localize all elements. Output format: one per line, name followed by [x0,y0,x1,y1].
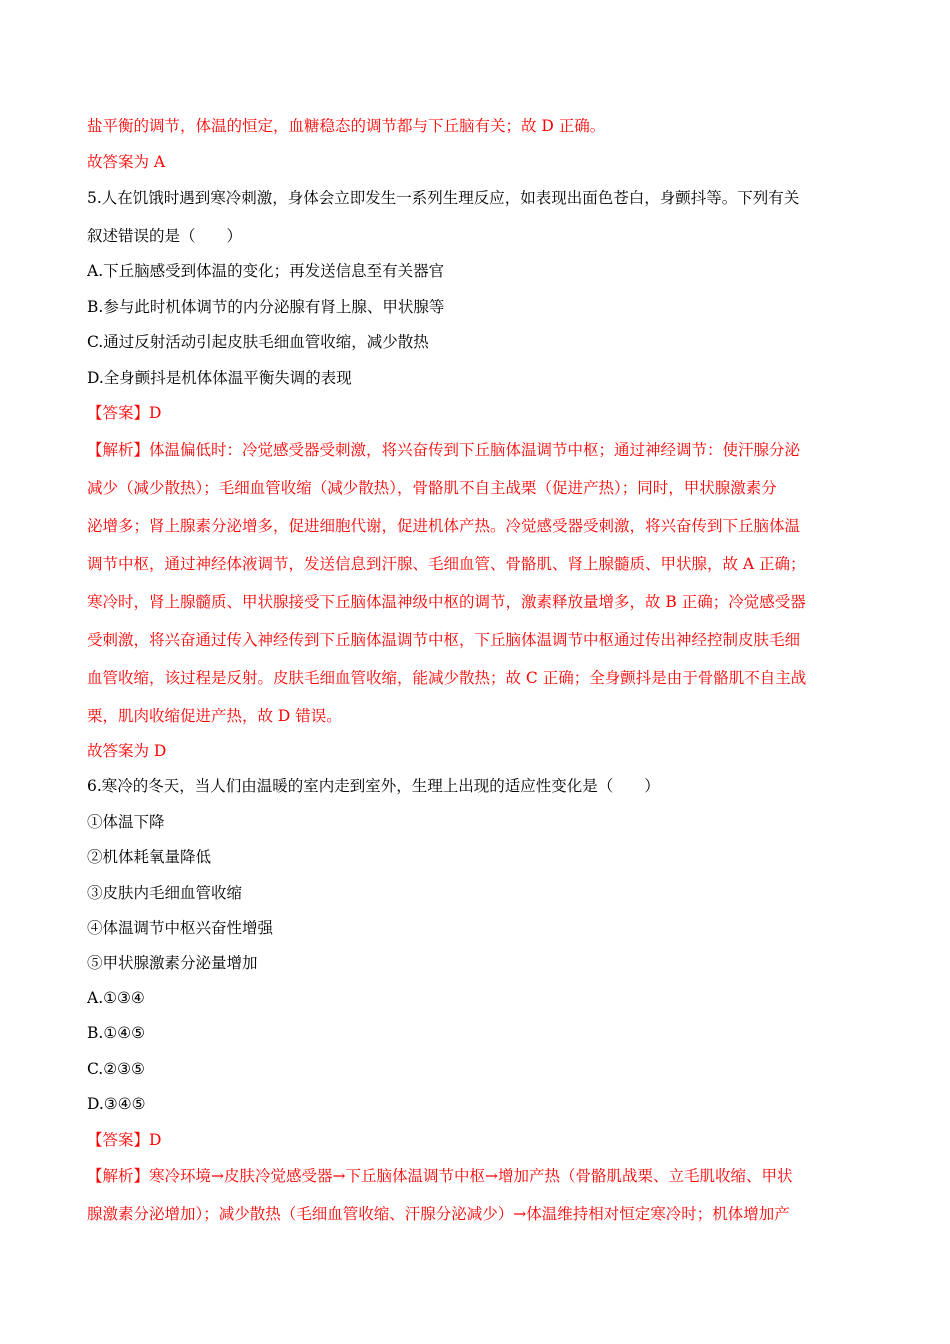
question-6-item-5: ⑤甲状腺激素分泌量增加 [87,954,258,972]
question-6-option-a: A.①③④ [87,989,145,1007]
question-5-stem-cont: 叙述错误的是（ ） [87,227,243,245]
question-6-item-1: ①体温下降 [87,813,165,831]
question-5-option-b: B.参与此时机体调节的内分泌腺有肾上腺、甲状腺等 [87,298,445,316]
question-5-analysis-line-8: 栗，肌肉收缩促进产热，故 D 错误。 [87,707,342,725]
text-line-final-answer-q4: 故答案为 A [87,153,166,171]
question-5-analysis-line-3: 泌增多；肾上腺素分泌增多，促进细胞代谢，促进机体产热。冷觉感受器受刺激，将兴奋传到下丘脑体温 [87,517,801,535]
question-5-final-answer: 故答案为 D [87,742,167,760]
question-6-item-4: ④体温调节中枢兴奋性增强 [87,919,274,937]
question-6-option-d: D.③④⑤ [87,1095,146,1113]
question-5-answer: 【答案】D [87,404,162,422]
question-6-option-c: C.②③⑤ [87,1060,145,1078]
question-5-analysis-line-5: 寒冷时，肾上腺髓质、甲状腺接受下丘脑体温神级中枢的调节，激素释放量增多，故 B 正确；冷觉感受器 [87,593,806,611]
question-5-analysis-line-2: 减少（减少散热）；毛细血管收缩（减少散热），骨骼肌不自主战栗（促进产热）；同时，甲状腺激素分 [87,479,777,497]
question-6-option-b: B.①④⑤ [87,1024,146,1042]
text-line-analysis-continuation: 盐平衡的调节，体温的恒定，血糖稳态的调节都与下丘脑有关；故 D 正确。 [87,117,606,135]
question-5-analysis-line-7: 血管收缩，该过程是反射。皮肤毛细血管收缩，能减少散热；故 C 正确；全身颤抖是由于骨骼肌不自主战 [87,669,807,687]
question-5-analysis-line-4: 调节中枢，通过神经体液调节，发送信息到汗腺、毛细血管、骨骼肌、肾上腺髓质、甲状腺，故 A 正确； [87,555,806,573]
question-5-option-a: A.下丘脑感受到体温的变化；再发送信息至有关器官 [87,262,445,280]
question-6-analysis-line-2: 腺激素分泌增加）；减少散热（毛细血管收缩、汗腺分泌减少）→体温维持相对恒定寒冷时；机体增加产 [87,1205,790,1223]
question-5-analysis-line-6: 受刺激，将兴奋通过传入神经传到下丘脑体温调节中枢，下丘脑体温调节中枢通过传出神经控制皮肤毛细 [87,631,801,649]
question-6-item-3: ③皮肤内毛细血管收缩 [87,884,243,902]
question-5-option-d: D.全身颤抖是机体体温平衡失调的表现 [87,369,352,387]
question-5-analysis-line-1: 【解析】体温偏低时：冷觉感受器受刺激，将兴奋传到下丘脑体温调节中枢；通过神经调节：使汗腺分泌 [87,441,801,459]
question-6-stem: 6.寒冷的冬天，当人们由温暖的室内走到室外，生理上出现的适应性变化是（ ） [87,777,660,795]
question-6-analysis-line-1: 【解析】寒冷环境→皮肤冷觉感受器→下丘脑体温调节中枢→增加产热（骨骼肌战栗、立毛肌收缩、甲状 [87,1167,793,1185]
question-6-item-2: ②机体耗氧量降低 [87,848,212,866]
question-6-answer: 【答案】D [87,1131,162,1149]
question-5-stem: 5.人在饥饿时遇到寒冷刺激，身体会立即发生一系列生理反应，如表现出面色苍白，身颤抖等。下列有关 [87,189,800,207]
question-5-option-c: C.通过反射活动引起皮肤毛细血管收缩，减少散热 [87,333,429,351]
